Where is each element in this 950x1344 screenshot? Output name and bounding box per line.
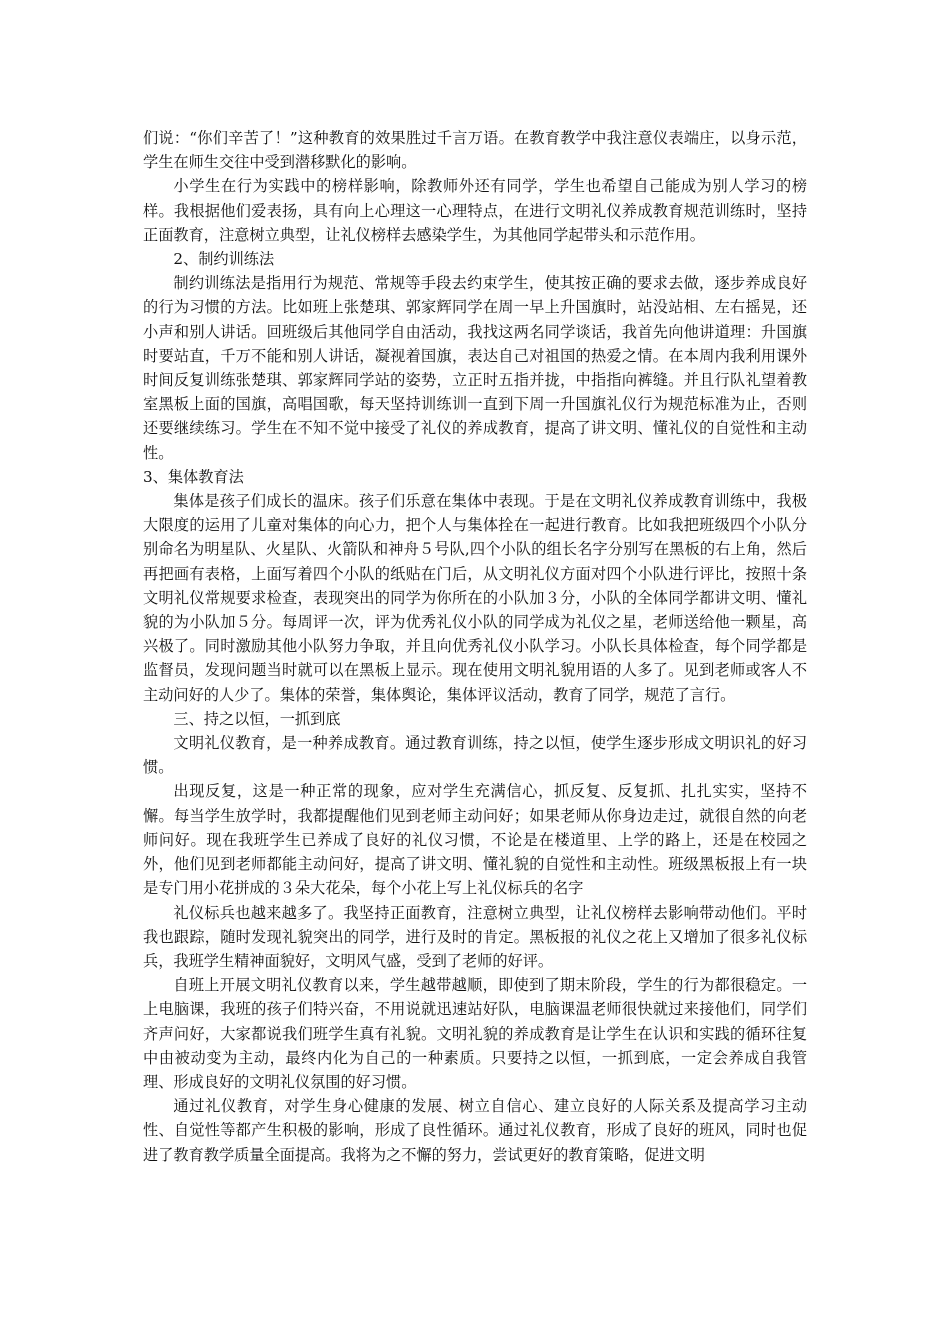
paragraph-1: 们说：“你们辛苦了！”这种教育的效果胜过千言万语。在教育教学中我注意仪表端庄，以身示范，学生在师生交往中受到潜移默化的影响。 [143, 129, 807, 172]
paragraph-5: 文明礼仪教育，是一种养成教育。通过教育训练，持之以恒，使学生逐步形成文明识礼的好习惯。 [143, 734, 807, 777]
paragraph-2: 小学生在行为实践中的榜样影响，除教师外还有同学，学生也希望自己能成为别人学习的榜样。我根据他们爱表扬，具有向上心理这一心理特点，在进行文明礼仪养成教育规范训练时，坚持正面教育，注意树立典型，让礼仪榜样去感染学生，为其他同学起带头和示范作用。 [143, 177, 807, 244]
paragraph-7: 礼仪标兵也越来越多了。我坚持正面教育，注意树立典型，让礼仪榜样去影响带动他们。平时我也跟踪，随时发现礼貌突出的同学，进行及时的肯定。黑板报的礼仪之花上又增加了很多礼仪标兵，我班学生精神面貌好，文明风气盛，受到了老师的好评。 [143, 903, 807, 970]
section-heading-restraint-training: 2、制约训练法 [173, 250, 275, 269]
paragraph-9: 通过礼仪教育，对学生身心健康的发展、树立自信心、建立良好的人际关系及提高学习主动性、自觉性等都产生积极的影响，形成了良性循环。通过礼仪教育，形成了良好的班风，同时也促进了教育教学质量全面提高。我将为之不懈的努力，尝试更好的教育策略，促进文明 [143, 1097, 807, 1164]
paragraph-3: 制约训练法是指用行为规范、常规等手段去约束学生，使其按正确的要求去做，逐步养成良好的行为习惯的方法。比如班上张楚琪、郭家辉同学在周一早上升国旗时，站没站相、左右摇晃，还小声和别人讲话。回班级后其他同学自由活动，我找这两名同学谈话，我首先向他讲道理：升国旗时要站直，千万不能和别人讲话，凝视着国旗，表达自己对祖国的热爱之情。在本周内我利用课外时间反复训练张楚琪、郭家辉同学站的姿势，立正时五指并拢，中指指向裤缝。并且行队礼望着教室黑板上面的国旗，高唱国歌，每天坚持训练训一直到下周一升国旗礼仪行为规范标准为止，否则还要继续练习。学生在不知不觉中接受了礼仪的养成教育，提高了讲文明、懂礼仪的自觉性和主动性。 [143, 274, 807, 462]
section-heading-perseverance: 三、持之以恒，一抓到底 [173, 709, 341, 728]
paragraph-4: 集体是孩子们成长的温床。孩子们乐意在集体中表现。于是在文明礼仪养成教育训练中，我极大限度的运用了儿童对集体的向心力，把个人与集体拴在一起进行教育。比如我把班级四个小队分别命名为明星队、火星队、火箭队和神舟５号队,四个小队的组长名字分别写在黑板的右上角，然后再把画有表格，上面写着四个小队的纸贴在门后，从文明礼仪方面对四个小队进行评比，按照十条文明礼仪常规要求检查，表现突出的同学为你所在的小队加３分，小队的全体同学都讲文明、懂礼貌的为小队加５分。每周评一次，评为优秀礼仪小队的同学成为礼仪之星，老师送给他一颗星，高兴极了。同时激励其他小队努力争取，并且向优秀礼仪小队学习。小队长具体检查，每个同学都是监督员，发现问题当时就可以在黑板上显示。现在使用文明礼貌用语的人多了。见到老师或客人不主动问好的人少了。集体的荣誉，集体舆论，集体评议活动，教育了同学，规范了言行。 [143, 492, 807, 704]
section-heading-collective-education: 3、集体教育法 [143, 467, 244, 486]
paragraph-8: 自班上开展文明礼仪教育以来，学生越带越顺，即使到了期末阶段，学生的行为都很稳定。一上电脑课，我班的孩子们特兴奋，不用说就迅速站好队，电脑课温老师很快就过来接他们，同学们齐声问好，大家都说我们班学生真有礼貌。文明礼貌的养成教育是让学生在认识和实践的循环往复中由被动变为主动，最终内化为自己的一种素质。只要持之以恒，一抓到底，一定会养成自我管理、形成良好的文明礼仪氛围的好习惯。 [143, 976, 807, 1091]
document-page [143, 126, 807, 1167]
paragraph-6: 出现反复，这是一种正常的现象，应对学生充满信心，抓反复、反复抓、扎扎实实，坚持不懈。每当学生放学时，我都提醒他们见到老师主动问好；如果老师从你身边走过，就很自然的向老师问好。现在我班学生已养成了良好的礼仪习惯，不论是在楼道里、上学的路上，还是在校园之外，他们见到老师都能主动问好，提高了讲文明、懂礼貌的自觉性和主动性。班级黑板报上有一块是专门用小花拼成的３朵大花朵，每个小花上写上礼仪标兵的名字 [143, 782, 807, 898]
